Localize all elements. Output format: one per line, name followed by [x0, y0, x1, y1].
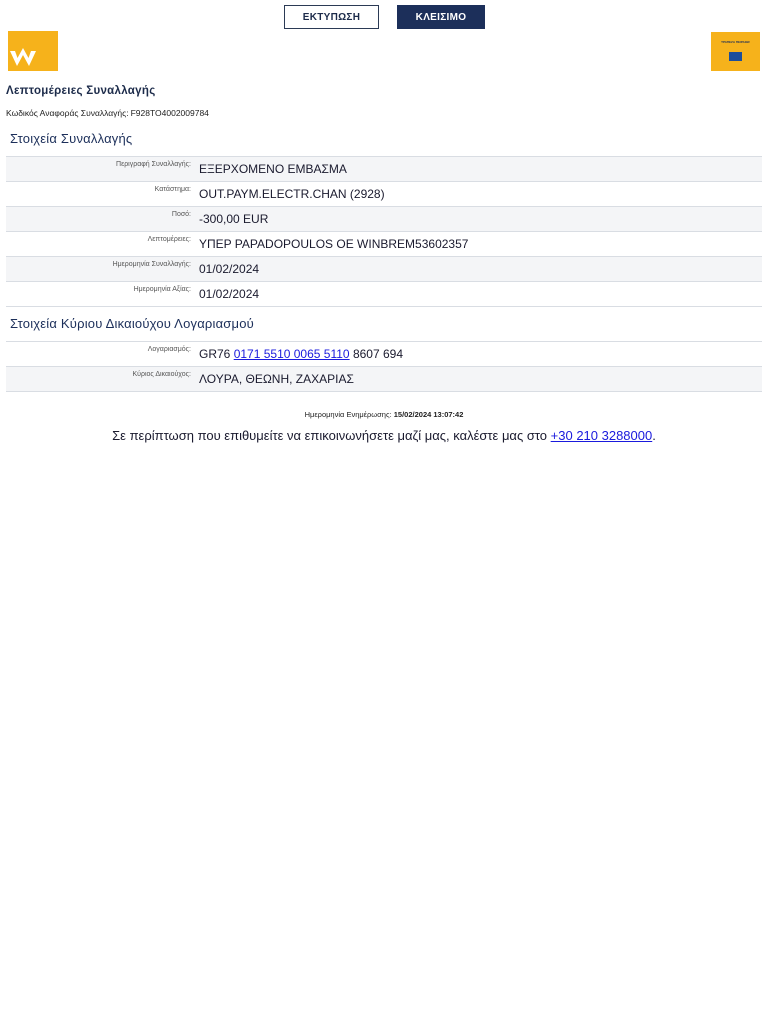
row-label: Ημερομηνία Συναλλαγής:: [112, 261, 191, 268]
table-row: [6, 181, 762, 206]
table-row: [6, 156, 762, 181]
table-row: [6, 366, 762, 392]
row-value: 01/02/2024: [199, 287, 260, 301]
transaction-details-table: [6, 156, 762, 307]
last-updated: [0, 410, 768, 419]
table-row: [6, 256, 762, 281]
phone-link[interactable]: +30 210 3288000: [550, 428, 653, 443]
print-button[interactable]: ΕΚΤΥΠΩΣΗ: [284, 5, 379, 29]
reference-value: F928TO4002009784: [130, 108, 209, 118]
row-value: -300,00 EUR: [199, 212, 269, 226]
row-label: Λεπτομέρειες:: [147, 236, 191, 243]
account-details-table: [6, 341, 762, 392]
table-row: [6, 206, 762, 231]
holder-label: Κύριος Δικαιούχος:: [132, 371, 191, 378]
updated-label: Ημερομηνία Ενημέρωσης:: [304, 410, 392, 419]
account-section-title: Στοιχεία Κύριου Δικαιούχου Λογαριασμού: [10, 316, 254, 331]
row-label: Ημερομηνία Αξίας:: [133, 286, 191, 293]
piraeus-logo-text: ΤΡΑΠΕΖΑ ΠΕΙΡΑΙΩΣ: [721, 40, 750, 44]
winbank-w-icon: [8, 31, 58, 71]
row-value: 01/02/2024: [199, 262, 260, 276]
row-value: ΕΞΕΡΧΟΜΕΝΟ ΕΜΒΑΣΜΑ: [199, 162, 347, 176]
row-value: OUT.PAYM.ELECTR.CHAN (2928): [199, 187, 385, 201]
updated-value: 15/02/2024 13:07:42: [393, 410, 464, 419]
table-row: [6, 341, 762, 366]
contact-end: .: [652, 428, 656, 443]
reference-line: [6, 108, 209, 118]
row-label: Κατάστημα:: [154, 186, 191, 193]
table-row: [6, 231, 762, 256]
piraeus-logo-mark-icon: [729, 52, 742, 61]
row-label: Περιγραφή Συναλλαγής:: [116, 161, 191, 168]
winbank-logo-icon: [8, 31, 58, 71]
toolbar: [0, 5, 768, 31]
contact-text: Σε περίπτωση που επιθυμείτε να επικοινωνήσετε μαζί μας, καλέστε μας στο: [112, 428, 548, 443]
iban-label: Λογαριασμός:: [147, 346, 191, 353]
iban-link[interactable]: 0171 5510 0065 5110: [233, 347, 350, 361]
reference-label: Κωδικός Αναφοράς Συναλλαγής:: [6, 108, 129, 118]
iban-suffix: 8607 694: [352, 347, 404, 361]
holder-value: ΛΟΥΡΑ, ΘΕΩΝΗ, ΖΑΧΑΡΙΑΣ: [199, 372, 354, 386]
iban-value: [199, 347, 403, 361]
transaction-section-title: Στοιχεία Συναλλαγής: [10, 131, 133, 146]
piraeus-bank-logo-icon: [711, 32, 760, 71]
row-label: Ποσό:: [171, 211, 191, 218]
iban-prefix: GR76: [199, 347, 231, 361]
table-row: [6, 281, 762, 307]
row-value: ΥΠΕΡ PAPADOPOULOS OE WINBREM53602357: [199, 237, 469, 251]
contact-line: [0, 428, 768, 443]
page-title: Λεπτομέρειες Συναλλαγής: [6, 85, 156, 97]
close-button[interactable]: ΚΛΕΙΣΙΜΟ: [397, 5, 485, 29]
